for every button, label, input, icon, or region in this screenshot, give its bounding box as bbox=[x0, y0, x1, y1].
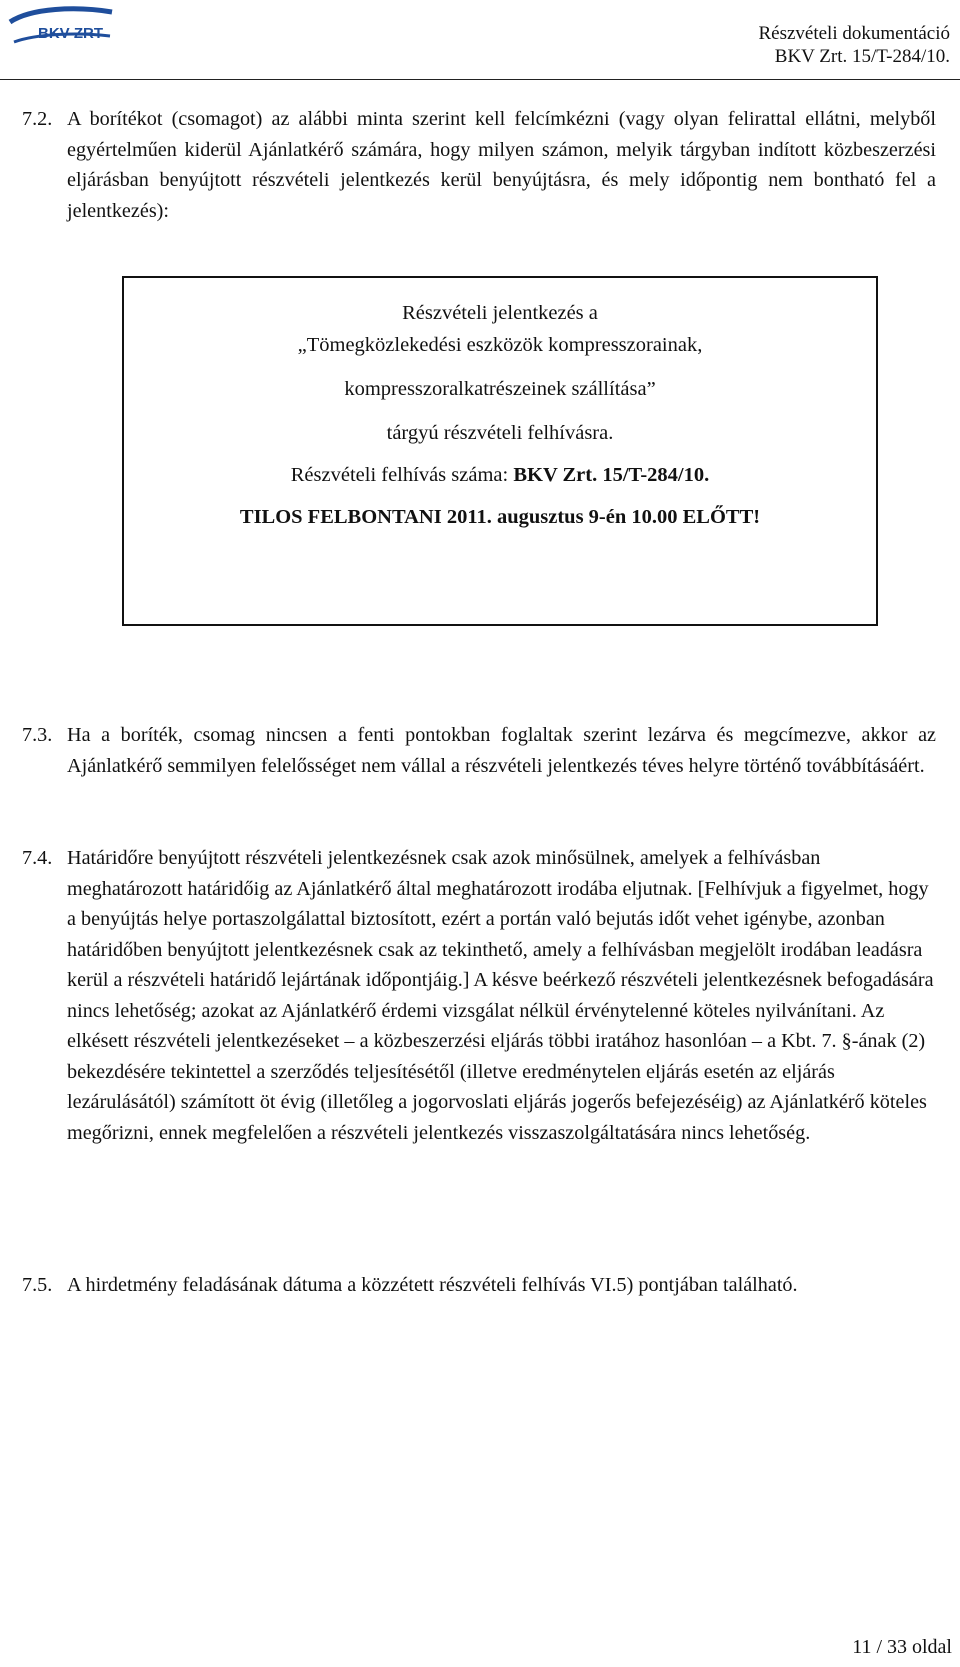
label-line-3: kompresszoralkatrészeinek szállítása” bbox=[344, 378, 656, 400]
doc-title: Részvételi dokumentáció bbox=[758, 23, 950, 44]
section-text: A borítékot (csomagot) az alábbi minta szerint kell felcímkézni (vagy olyan felirattal ellátni, melyből egyértelműen kiderül Ajánlatkérő számára, hogy milyen számon, melyik tárgyban indított közbeszerzési eljárásban benyújtott részvételi jelentkezés kerül benyújtásra, és mely időpontig nem bontható fel a jelentkezés): bbox=[67, 108, 936, 222]
label-line-5 bbox=[124, 464, 876, 487]
logo-text: BKV ZRT bbox=[38, 25, 103, 42]
call-number-value: BKV Zrt. 15/T-284/10. bbox=[513, 464, 710, 486]
section-7-3 bbox=[22, 720, 936, 781]
doc-ref: BKV Zrt. 15/T-284/10. bbox=[774, 46, 950, 67]
section-text: Határidőre benyújtott részvételi jelentkezésnek csak azok minősülnek, amelyek a felhívásban meghatározott határidőig az Ajánlatkérő által meghatározott irodába eljutnak. [Felhívjuk a figyelmet, hogy a benyújtás helye portaszolgálattal biztosított, ezért a portán való bejutás időt vehet igénybe, azonban határidőben benyújtott jelentkezésnek csak az tekinthető, amely a felhívásban megjelölt irodában leadásra kerül a részvételi határidő lejártának időpontjáig.] A késve beérkező részvételi jelentkezésnek befogadására nincs lehetőség; azokat az Ajánlatkérő érdemi vizsgálat nélkül érvénytelenné köteles nyilvánítani. Az elkésett részvételi jelentkezéseket – a közbeszerzési eljárás többi iratához hasonlóan – a Kbt. 7. §-ának (2) bekezdésére tekintettel a szerződés teljesítésétől (illetve eredménytelen eljárás esetén az eljárás lezárulásától) számított öt évig (illetőleg a jogorvoslati eljárás jogerős befejezéséig) az Ajánlatkérő köteles megőrizni, ennek megfelelően a részvételi jelentkezés visszaszolgáltatására nincs lehetőség. bbox=[67, 847, 934, 1144]
bkv-logo-icon bbox=[6, 4, 118, 48]
bkv-logo bbox=[6, 4, 118, 48]
section-text: A hirdetmény feladásának dátuma a közzétett részvételi felhívás VI.5) pontjában található. bbox=[67, 1274, 798, 1296]
header-divider bbox=[0, 79, 960, 80]
label-line-4: tárgyú részvételi felhívásra. bbox=[386, 422, 614, 444]
section-number: 7.2. bbox=[22, 108, 53, 130]
section-text: Ha a boríték, csomag nincsen a fenti pontokban foglaltak szerint lezárva és megcímezve, akkor az Ajánlatkérő semmilyen felelősséget nem vállal a részvételi jelentkezés téves helyre történő továbbításáért. bbox=[67, 724, 936, 777]
do-not-open-notice: TILOS FELBONTANI 2011. augusztus 9-én 10.00 ELŐTT! bbox=[239, 506, 761, 528]
section-number: 7.4. bbox=[22, 847, 53, 869]
envelope-label-box bbox=[122, 276, 878, 626]
section-7-2 bbox=[22, 104, 936, 226]
label-line-2: „Tömegközlekedési eszközök kompresszorainak, bbox=[297, 334, 703, 356]
label-line-1: Részvételi jelentkezés a bbox=[402, 302, 598, 324]
section-number: 7.5. bbox=[22, 1274, 53, 1296]
call-number-label: Részvételi felhívás száma: bbox=[290, 464, 514, 486]
section-7-4 bbox=[22, 843, 936, 1148]
page-number: 11 / 33 oldal bbox=[852, 1636, 952, 1658]
section-7-5 bbox=[22, 1270, 936, 1301]
header-info bbox=[758, 22, 950, 68]
section-number: 7.3. bbox=[22, 724, 53, 746]
